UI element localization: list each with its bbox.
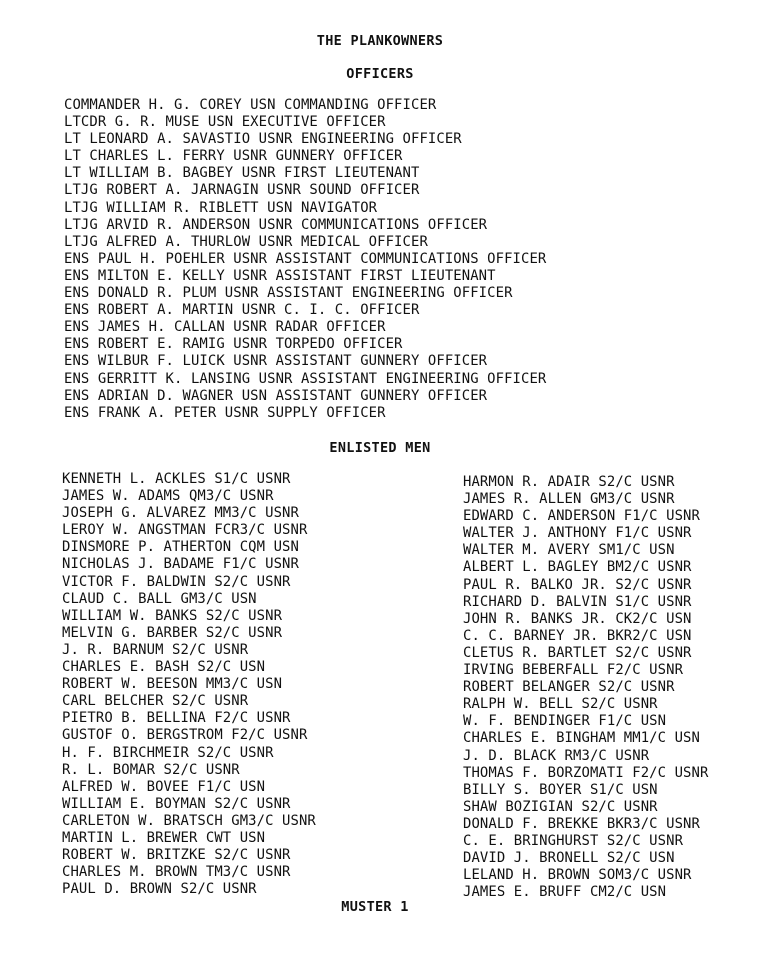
enlisted-entry: DINSMORE P. ATHERTON CQM USN [62,539,299,556]
officer-entry: COMMANDER H. G. COREY USN COMMANDING OFFICER [64,97,437,113]
enlisted-entry: J. D. BLACK RM3/C USNR [463,747,650,764]
enlisted-entry: CARLETON W. BRATSCH GM3/C USNR [62,812,316,829]
officer-entry: ENS ROBERT A. MARTIN USNR C. I. C. OFFICER [64,302,420,319]
enlisted-entry: BILLY S. BOYER S1/C USN [463,781,658,798]
officer-entry: LTJG ROBERT A. JARNAGIN USNR SOUND OFFICER [64,182,420,199]
enlisted-heading: ENLISTED MEN [329,440,431,456]
page-title: THE PLANKOWNERS [316,33,444,49]
enlisted-entry: WALTER J. ANTHONY F1/C USNR [463,525,692,542]
officer-entry: LTJG ARVID R. ANDERSON USNR COMMUNICATIONS OFFICER [64,216,488,233]
officer-entry: LTJG WILLIAM R. RIBLETT USN NAVIGATOR [64,199,378,216]
enlisted-entry: PAUL R. BALKO JR. S2/C USNR [463,576,692,593]
enlisted-entry: PIETRO B. BELLINA F2/C USNR [62,710,291,727]
enlisted-entry: CLAUD C. BALL GM3/C USN [62,590,257,607]
enlisted-entry: JOHN R. BANKS JR. CK2/C USN [463,610,692,627]
enlisted-entry: ROBERT W. BEESON MM3/C USN [62,676,283,693]
enlisted-entry: WALTER M. AVERY SM1/C USN [463,542,675,559]
officer-entry: ENS GERRITT K. LANSING USNR ASSISTANT ENGINEERING OFFICER [64,370,547,387]
enlisted-entry: THOMAS F. BORZOMATI F2/C USNR [463,764,709,781]
enlisted-entry: LEROY W. ANGSTMAN FCR3/C USNR [62,522,308,539]
enlisted-entry: GUSTOF O. BERGSTROM F2/C USNR [62,727,308,744]
enlisted-entry: NICHOLAS J. BADAME F1/C USNR [62,556,299,573]
enlisted-entry: RALPH W. BELL S2/C USNR [463,696,658,713]
enlisted-entry: JAMES W. ADAMS QM3/C USNR [62,488,274,505]
enlisted-entry: DAVID J. BRONELL S2/C USN [463,850,675,867]
enlisted-entry: ROBERT BELANGER S2/C USNR [463,679,675,696]
officer-entry: ENS WILBUR F. LUICK USNR ASSISTANT GUNNERY OFFICER [64,353,488,370]
enlisted-entry: DONALD F. BREKKE BKR3/C USNR [463,815,700,832]
enlisted-entry: IRVING BEBERFALL F2/C USNR [463,662,684,679]
enlisted-entry: LELAND H. BROWN SOM3/C USNR [463,867,692,884]
enlisted-left-column [62,471,316,898]
enlisted-entry: ALFRED W. BOVEE F1/C USN [62,778,266,795]
enlisted-entry: R. L. BOMAR S2/C USNR [62,761,240,778]
enlisted-entry: WILLIAM W. BANKS S2/C USNR [62,607,283,624]
officer-entry: LT WILLIAM B. BAGBEY USNR FIRST LIEUTENANT [64,165,420,182]
enlisted-entry: CHARLES E. BASH S2/C USN [62,659,266,676]
enlisted-entry: RICHARD D. BALVIN S1/C USNR [463,593,692,610]
enlisted-entry: VICTOR F. BALDWIN S2/C USNR [62,573,291,590]
enlisted-entry: WILLIAM E. BOYMAN S2/C USNR [62,795,291,812]
officer-entry: LTCDR G. R. MUSE USN EXECUTIVE OFFICER [64,114,386,131]
enlisted-entry: PAUL D. BROWN S2/C USNR [62,881,257,898]
enlisted-entry: EDWARD C. ANDERSON F1/C USNR [463,508,700,525]
enlisted-entry: CHARLES M. BROWN TM3/C USNR [62,864,291,881]
enlisted-entry: MARTIN L. BREWER CWT USN [62,829,266,846]
enlisted-entry: MELVIN G. BARBER S2/C USNR [62,624,283,641]
enlisted-entry: J. R. BARNUM S2/C USNR [62,641,249,658]
enlisted-entry: JAMES E. BRUFF CM2/C USN [463,884,667,901]
enlisted-entry: KENNETH L. ACKLES S1/C USNR [62,471,291,487]
enlisted-entry: SHAW BOZIGIAN S2/C USNR [463,798,658,815]
enlisted-entry: CARL BELCHER S2/C USNR [62,693,249,710]
officer-entry: ENS MILTON E. KELLY USNR ASSISTANT FIRST LIEUTENANT [64,267,496,284]
officers-heading: OFFICERS [346,66,414,82]
enlisted-entry: W. F. BENDINGER F1/C USN [463,713,667,730]
muster-page-label: MUSTER 1 [341,899,409,915]
officer-entry: LT CHARLES L. FERRY USNR GUNNERY OFFICER [64,148,403,165]
enlisted-entry: H. F. BIRCHMEIR S2/C USNR [62,744,274,761]
enlisted-entry: C. E. BRINGHURST S2/C USNR [463,832,684,849]
officer-entry: ENS DONALD R. PLUM USNR ASSISTANT ENGINEERING OFFICER [64,285,513,302]
enlisted-entry: ROBERT W. BRITZKE S2/C USNR [62,847,291,864]
enlisted-entry: JOSEPH G. ALVAREZ MM3/C USNR [62,505,299,522]
officer-entry: ENS JAMES H. CALLAN USNR RADAR OFFICER [64,319,386,336]
officer-entry: ENS ADRIAN D. WAGNER USN ASSISTANT GUNNERY OFFICER [64,387,488,404]
enlisted-entry: CHARLES E. BINGHAM MM1/C USN [463,730,700,747]
officer-entry: ENS PAUL H. POEHLER USNR ASSISTANT COMMUNICATIONS OFFICER [64,250,547,267]
enlisted-entry: JAMES R. ALLEN GM3/C USNR [463,491,675,508]
enlisted-entry: CLETUS R. BARTLET S2/C USNR [463,644,692,661]
officer-entry: LTJG ALFRED A. THURLOW USNR MEDICAL OFFICER [64,233,428,250]
officer-entry: ENS ROBERT E. RAMIG USNR TORPEDO OFFICER [64,336,403,353]
enlisted-right-column [463,474,708,901]
officer-entry: ENS FRANK A. PETER USNR SUPPLY OFFICER [64,404,386,421]
enlisted-entry: ALBERT L. BAGLEY BM2/C USNR [463,559,692,576]
enlisted-entry: C. C. BARNEY JR. BKR2/C USN [463,627,692,644]
officer-entry: LT LEONARD A. SAVASTIO USNR ENGINEERING OFFICER [64,131,462,148]
enlisted-entry: HARMON R. ADAIR S2/C USNR [463,474,675,490]
officers-list [64,97,546,422]
